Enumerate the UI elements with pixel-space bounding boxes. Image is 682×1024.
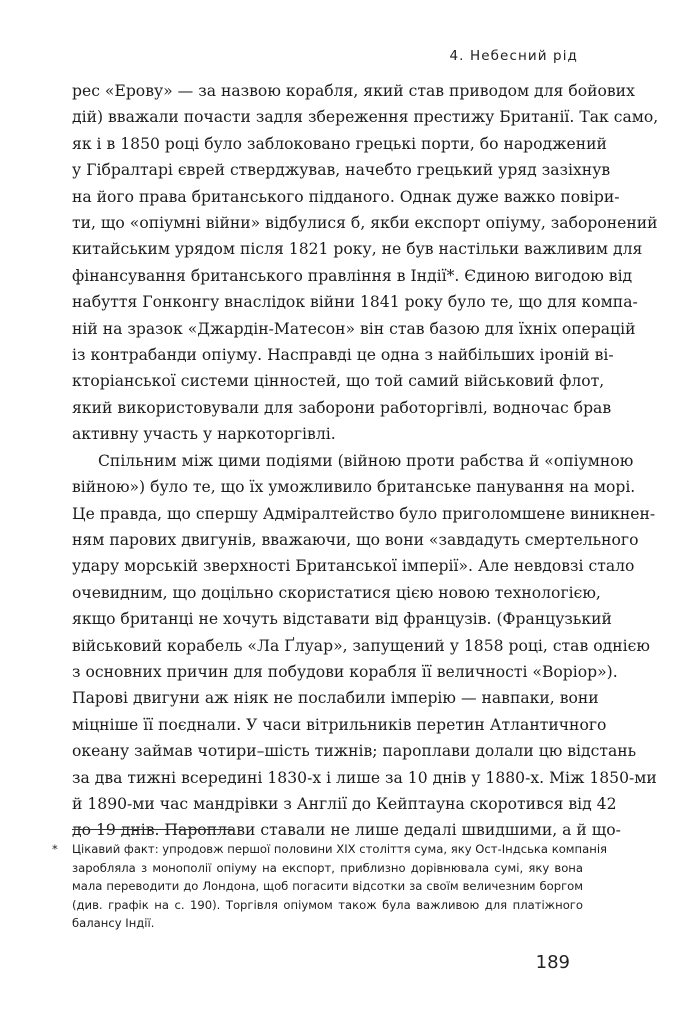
text-line: у Гібралтарі єврей стверджував, начебто грецький уряд зазіхнув xyxy=(72,161,611,180)
text-line: фінансування британського правління в Індії*. Єдиною вигодою від xyxy=(72,266,633,285)
footnote-line: балансу Індії. xyxy=(72,916,155,931)
text-line: очевидним, що доцільно скористатися цією новою технологією, xyxy=(72,583,601,602)
footnote-marker: * xyxy=(52,842,58,856)
running-head: 4. Небесний рід xyxy=(449,48,578,64)
paragraph-2 xyxy=(72,448,657,844)
text-line: океану займав чотири–шість тижнів; пароплави долали цю відстань xyxy=(72,742,637,761)
footnote-line: Цікавий факт: упродовж першої половини XIX століття сума, яку Ост-Індська компанія xyxy=(72,842,608,856)
text-line: якщо британці не хочуть відставати від французів. (Французький xyxy=(72,610,612,629)
text-line: міцніше її поєднали. У часи вітрильників перетин Атлантичного xyxy=(72,715,607,734)
text-line: із контрабанди опіуму. Насправді це одна з найбільших іроній ві- xyxy=(72,346,614,365)
text-line: який використовували для заборони работоргівлі, водночас брав xyxy=(72,398,612,417)
text-line: з основних причин для побудови корабля її величності «Воріор»). xyxy=(72,662,618,681)
text-line: Парові двигуни аж ніяк не послабили імперію — навпаки, вони xyxy=(72,689,599,708)
footnote-divider xyxy=(72,829,234,830)
text-line: за два тижні всередині 1830-х і лише за 10 днів у 1880-х. Між 1850-ми xyxy=(72,768,657,787)
main-text xyxy=(72,78,659,844)
footnote-line: мала переводити до Лондона, щоб погасити відсотки за своїм величезним боргом xyxy=(72,879,583,894)
text-line: активну участь у наркоторгівлі. xyxy=(72,425,336,444)
footnote-line: (див. графік на с. 190). Торгівля опіумом також була важливою для платіжного xyxy=(72,897,583,912)
text-line: й 1890-ми час мандрівки з Англії до Кейптауна скоротився від 42 xyxy=(72,794,617,813)
footnote-text xyxy=(72,840,608,933)
text-line: Це правда, що спершу Адміралтейство було приголомшене виникнен- xyxy=(72,504,656,523)
text-line: ти, що «опіумні війни» відбулися б, якби експорт опіуму, заборонений xyxy=(72,214,658,233)
text-line: до 19 днів. Пароплави ставали не лише дедалі швидшими, а й що- xyxy=(72,821,621,840)
text-line: удару морській зверхності Британської імперії». Але невдовзі стало xyxy=(72,557,635,576)
text-line: Спільним між цими подіями (війною проти рабства й «опіумною xyxy=(98,451,634,470)
text-line: війною») було те, що їх уможливило британське панування на морі. xyxy=(72,478,636,497)
text-line: китайським урядом після 1821 року, не був настільки важливим для xyxy=(72,240,643,259)
paragraph-1 xyxy=(72,78,659,448)
text-line: кторіанської системи цінностей, що той самий військовий флот, xyxy=(72,372,605,391)
page-number: 189 xyxy=(535,952,570,973)
text-line: ній на зразок «Джардін-Матесон» він став базою для їхніх операцій xyxy=(72,319,636,338)
text-line: рес «Ерову» — за назвою корабля, який став приводом для бойових xyxy=(72,82,635,100)
footnote-line: заробляла з монополії опіуму на експорт, приблизно дорівнювала сумі, яку вона xyxy=(72,860,583,875)
text-line: військовий корабель «Ла Ґлуар», запущений у 1858 році, став однією xyxy=(72,636,650,655)
text-line: ням парових двигунів, вважаючи, що вони «завдадуть смертельного xyxy=(72,530,639,549)
text-line: як і в 1850 році було заблоковано грецькі порти, бо народжений xyxy=(72,134,607,153)
text-line: на його права британського підданого. Однак дуже важко повіри- xyxy=(72,187,620,206)
text-line: дій) вважали почасти задля збереження престижу Британії. Так само, xyxy=(72,108,659,127)
text-line: набуття Гонконгу внаслідок війни 1841 року було те, що для компа- xyxy=(72,293,638,312)
